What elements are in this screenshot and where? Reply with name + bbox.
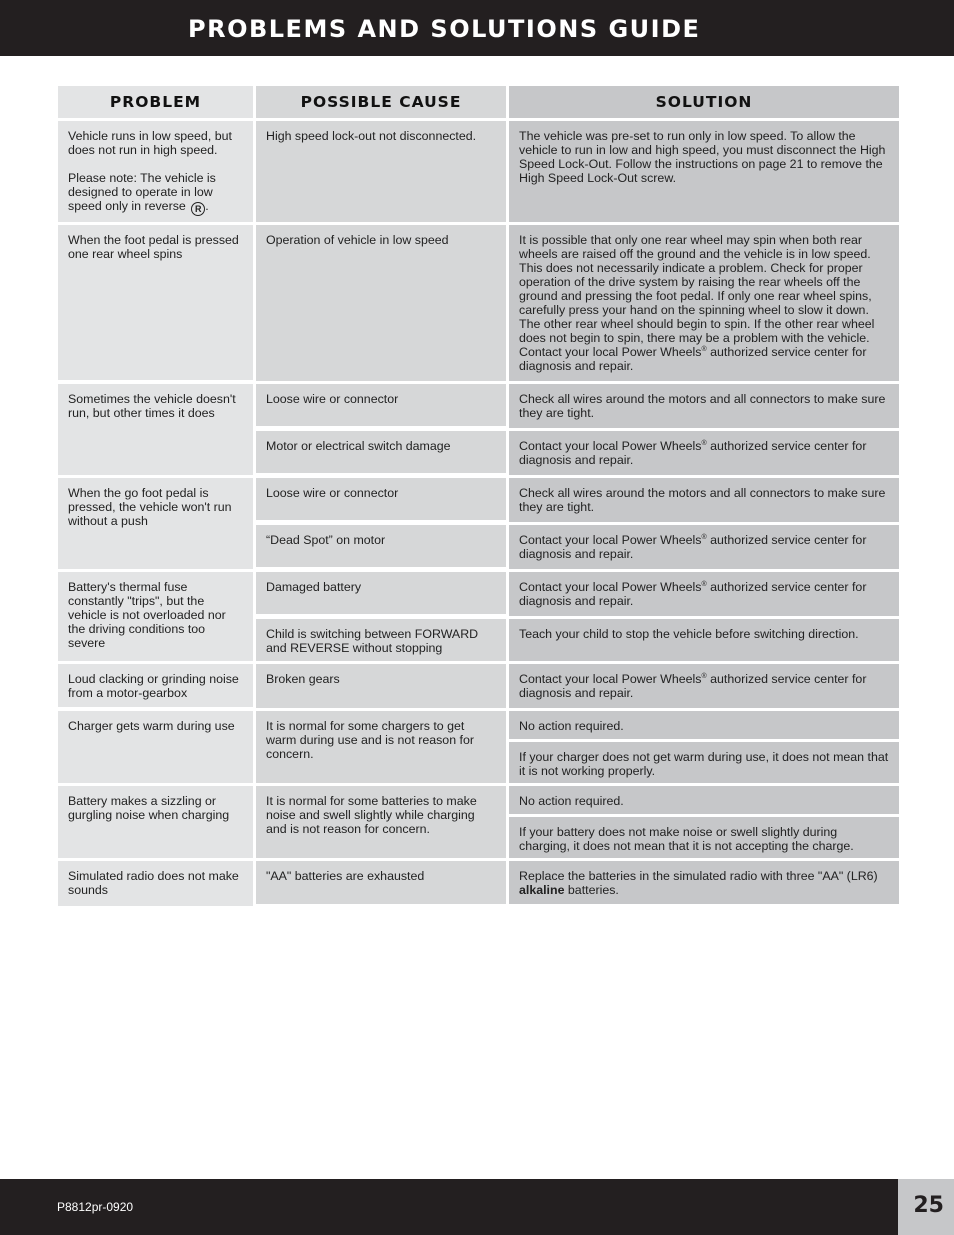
solution-cell: If your battery does not make noise or swell slightly during charging, it does not mean that it is not accepting the charge. bbox=[509, 817, 899, 858]
cause-cell: Loose wire or connector bbox=[256, 384, 506, 426]
problem-cell: Sometimes the vehicle doesn't run, but other times it does bbox=[58, 384, 253, 475]
solution-text: Replace the batteries in the simulated radio with three "AA" (LR6) bbox=[519, 869, 878, 883]
cause-cell: “Dead Spot” on motor bbox=[256, 525, 506, 567]
solution-text: It is possible that only one rear wheel may spin when both rear wheels are raised off the ground and the vehicle is in low speed. This does not necessarily indicate a problem. Check for proper operation of the drive system by raising the rear wheels off the ground and pressing the foot pedal. If only one rear wheel spins, carefully press your hand on the spinning wheel to slow it down. The other rear wheel should begin to spin. If the other rear wheel does not begin to spin, there may be a problem with the vehicle. Contact your local Power Wheels bbox=[519, 233, 875, 359]
cause-cell: Damaged battery bbox=[256, 572, 506, 614]
problem-cell: When the foot pedal is pressed one rear wheel spins bbox=[58, 225, 253, 380]
registered-mark: ® bbox=[701, 440, 707, 447]
reverse-r-icon: R bbox=[191, 202, 205, 216]
problem-cell bbox=[58, 121, 253, 222]
problem-text: Vehicle runs in low speed, but does not run in high speed. bbox=[68, 129, 232, 157]
solution-text-end: authorized service center for diagnosis and repair. bbox=[519, 580, 867, 608]
cause-cell: Broken gears bbox=[256, 664, 506, 708]
solution-cell bbox=[509, 861, 899, 904]
page-number: 25 bbox=[913, 1193, 944, 1218]
solution-cell: No action required. bbox=[509, 786, 899, 814]
solution-text-end: authorized service center for diagnosis and repair. bbox=[519, 439, 867, 467]
cause-cell: Operation of vehicle in low speed bbox=[256, 225, 506, 381]
problem-note bbox=[68, 171, 244, 216]
solution-cell bbox=[509, 525, 899, 569]
problems-solutions-table bbox=[58, 86, 899, 906]
cause-cell: Motor or electrical switch damage bbox=[256, 431, 506, 473]
solution-text-end: authorized service center for diagnosis and repair. bbox=[519, 672, 867, 700]
problem-cell: When the go foot pedal is pressed, the vehicle won't run without a push bbox=[58, 478, 253, 569]
column-header-possible-cause: POSSIBLE CAUSE bbox=[256, 86, 506, 118]
solution-cell bbox=[509, 664, 899, 708]
solution-text: Contact your local Power Wheels bbox=[519, 533, 702, 547]
problem-cell: Battery makes a sizzling or gurgling noise when charging bbox=[58, 786, 253, 858]
solution-cell: No action required. bbox=[509, 711, 899, 739]
problem-note-text: Please note: The vehicle is designed to operate in low speed only in reverse bbox=[68, 171, 216, 213]
registered-mark: ® bbox=[701, 346, 707, 353]
page-footer bbox=[0, 1179, 954, 1235]
solution-text-end: authorized service center for diagnosis and repair. bbox=[519, 533, 867, 561]
problem-cell: Battery's thermal fuse constantly "trips", but the vehicle is not overloaded nor the driving conditions too severe bbox=[58, 572, 253, 661]
page-title: PROBLEMS AND SOLUTIONS GUIDE bbox=[188, 15, 701, 43]
page-header bbox=[0, 0, 954, 56]
solution-cell: Check all wires around the motors and all connectors to make sure they are tight. bbox=[509, 478, 899, 522]
solution-cell bbox=[509, 572, 899, 616]
solution-cell: If your charger does not get warm during use, it does not mean that it is not working properly. bbox=[509, 742, 899, 783]
cause-cell: "AA" batteries are exhausted bbox=[256, 861, 506, 904]
solution-text-end: authorized service center for diagnosis and repair. bbox=[519, 345, 867, 373]
solution-bold-text: alkaline bbox=[519, 883, 565, 897]
product-code: P8812pr-0920 bbox=[57, 1200, 134, 1214]
page-number-box bbox=[898, 1179, 954, 1235]
solution-text: Contact your local Power Wheels bbox=[519, 439, 702, 453]
problem-cell: Simulated radio does not make sounds bbox=[58, 861, 253, 906]
problem-note-end: . bbox=[205, 199, 209, 213]
solution-text: Contact your local Power Wheels bbox=[519, 580, 702, 594]
column-header-solution: SOLUTION bbox=[509, 86, 899, 118]
solution-cell: The vehicle was pre-set to run only in low speed. To allow the vehicle to run in low and high speed, you must disconnect the High Speed Lock-Out. Follow the instructions on page 21 to remove the High Speed Lock-Out screw. bbox=[509, 121, 899, 222]
cause-cell: Child is switching between FORWARD and REVERSE without stopping bbox=[256, 619, 506, 661]
problem-cell: Charger gets warm during use bbox=[58, 711, 253, 783]
column-header-problem: PROBLEM bbox=[58, 86, 253, 118]
registered-mark: ® bbox=[701, 581, 707, 588]
cause-cell: It is normal for some chargers to get warm during use and is not reason for concern. bbox=[256, 711, 506, 783]
registered-mark: ® bbox=[701, 534, 707, 541]
solution-cell bbox=[509, 431, 899, 475]
solution-cell bbox=[509, 225, 899, 381]
solution-cell: Check all wires around the motors and all connectors to make sure they are tight. bbox=[509, 384, 899, 428]
solution-cell: Teach your child to stop the vehicle before switching direction. bbox=[509, 619, 899, 661]
registered-mark: ® bbox=[701, 673, 707, 680]
problem-cell: Loud clacking or grinding noise from a motor-gearbox bbox=[58, 664, 253, 707]
cause-cell: Loose wire or connector bbox=[256, 478, 506, 520]
cause-cell: High speed lock-out not disconnected. bbox=[256, 121, 506, 222]
solution-text-end: batteries. bbox=[564, 883, 619, 897]
cause-cell: It is normal for some batteries to make noise and swell slightly while charging and is not reason for concern. bbox=[256, 786, 506, 858]
solution-text: Contact your local Power Wheels bbox=[519, 672, 702, 686]
